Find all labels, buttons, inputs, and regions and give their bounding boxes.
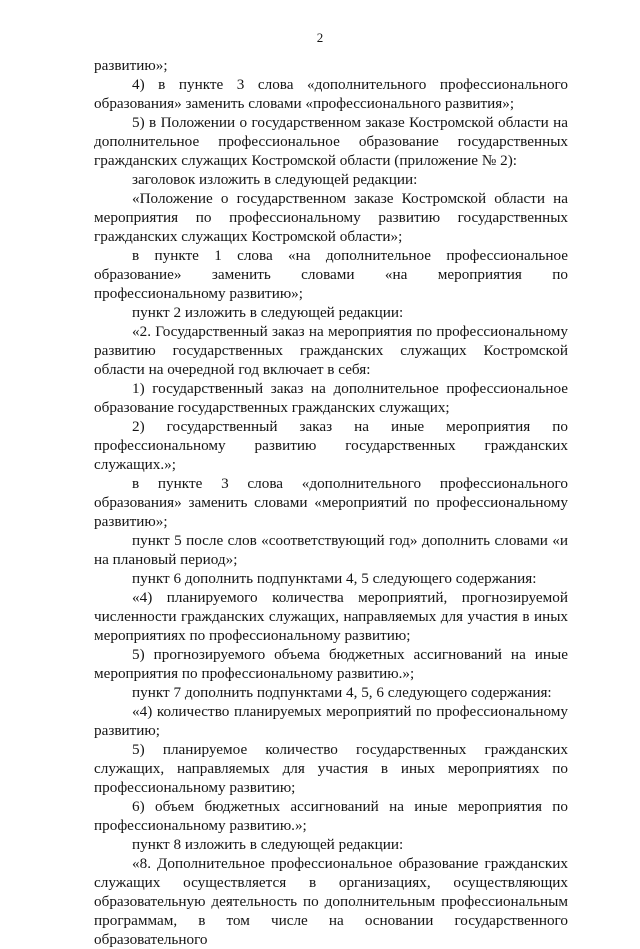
paragraph-11: в пункте 3 слова «дополнительного профессионального образования» заменить словами «мероприятий по профессиональному развитию»; [94,475,568,530]
paragraph-6: в пункте 1 слова «на дополнительное профессиональное образование» заменить словами «на мероприятия по профессиональному развитию»; [94,247,568,302]
paragraph-9: 1) государственный заказ на дополнительное профессиональное образование государственных гражданских служащих; [94,380,568,416]
paragraph-5: «Положение о государственном заказе Костромской области на мероприятия по профессиональному развитию государственных гражданских служащих Костромской области»; [94,190,568,245]
paragraph-17: «4) количество планируемых мероприятий по профессиональному развитию; [94,703,568,739]
paragraph-14: «4) планируемого количества мероприятий, прогнозируемой численности гражданских служащих, направляемых для участия в иных мероприятиях по профессиональному развитию; [94,589,568,644]
paragraph-13: пункт 6 дополнить подпунктами 4, 5 следующего содержания: [132,570,537,587]
paragraph-8: «2. Государственный заказ на мероприятия по профессиональному развитию государственных гражданских служащих Костромской области на очередной год включает в себя: [94,323,568,378]
paragraph-3: 5) в Положении о государственном заказе Костромской области на дополнительное профессиональное образование государственных гражданских служащих Костромской области (приложение № 2): [94,114,568,169]
paragraph-18: 5) планируемое количество государственных гражданских служащих, направляемых для участия в иных мероприятиях по профессиональному развитию; [94,741,568,796]
paragraph-20: пункт 8 изложить в следующей редакции: [132,836,404,853]
paragraph-15: 5) прогнозируемого объема бюджетных ассигнований на иные мероприятия по профессиональному развитию.»; [94,646,568,682]
page-number: 2 [316,30,324,45]
document-body [94,56,568,949]
paragraph-21: «8. Дополнительное профессиональное образование гражданских служащих осуществляется в организациях, осуществляющих образовательную деятельность по дополнительным профессиональным программам, в том числе на основании государственного образовательного [94,855,568,948]
paragraph-7: пункт 2 изложить в следующей редакции: [132,304,404,321]
paragraph-19: 6) объем бюджетных ассигнований на иные мероприятия по профессиональному развитию.»; [94,798,568,834]
paragraph-2: 4) в пункте 3 слова «дополнительного профессионального образования» заменить словами «профессионального развития»; [94,76,568,112]
paragraph-16: пункт 7 дополнить подпунктами 4, 5, 6 следующего содержания: [132,684,552,701]
paragraph-4: заголовок изложить в следующей редакции: [132,171,418,188]
paragraph-12: пункт 5 после слов «соответствующий год» дополнить словами «и на плановый период»; [94,532,568,568]
paragraph-10: 2) государственный заказ на иные мероприятия по профессиональному развитию государственных гражданских служащих.»; [94,418,568,473]
paragraph-1: развитию»; [94,57,168,74]
